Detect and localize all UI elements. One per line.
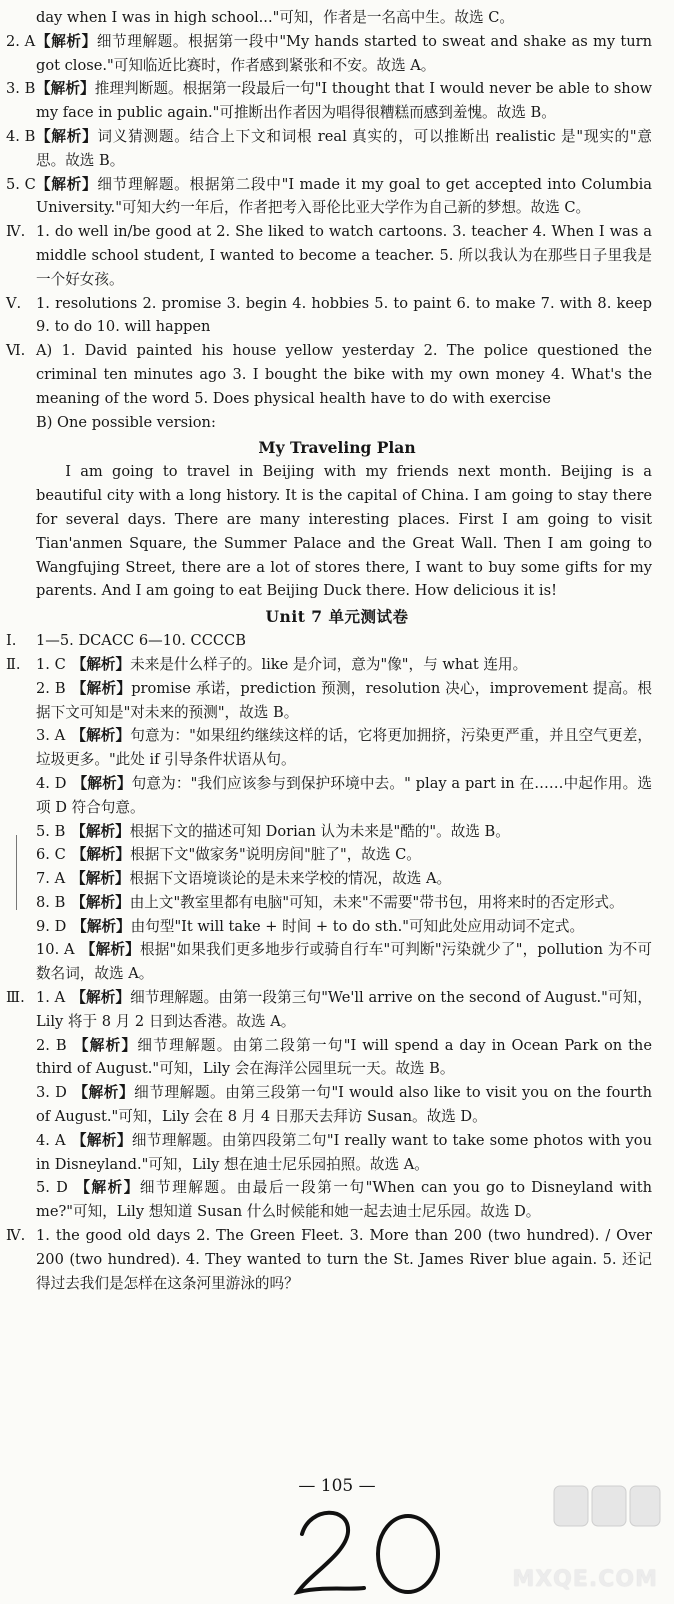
answer-number: 2. B [36,1036,67,1054]
analysis-tag: 【解析】 [71,870,130,888]
analysis-tag: 【解析】 [71,822,130,840]
answer-explanation: 细节理解题。由第三段第一句"I would also like to visit you on the fourth of August."可知，Lily 会在 8 月 4 日那天去拜访 Susan。故选 D。 [36,1084,652,1126]
analysis-tag: 【解析】 [71,727,131,745]
analysis-tag: 【解析】 [36,175,98,193]
section-iv-unit [0,1224,674,1295]
section-i [0,629,674,653]
section-number: Ⅳ. [6,223,26,241]
answer-item [0,772,674,820]
section-ii [0,653,674,986]
analysis-tag: 【解析】 [72,774,132,792]
answer-explanation: 由上文"教室里都有电脑"可知，未来"不需要"带书包，用将来时的否定形式。 [129,893,624,911]
answer-number: 10. A [36,941,75,959]
answer-number: 4. B [6,127,36,145]
essay-title: My Traveling Plan [258,438,416,458]
answer-explanation: promise 承诺，prediction 预测，resolution 决心，improvement 提高。根据下文可知是"对未来的预测"，故选 B。 [36,679,652,721]
analysis-tag: 【解析】 [36,80,95,98]
analysis-tag: 【解析】 [36,32,97,50]
analysis-tag: 【解析】 [72,1084,135,1102]
page-content [0,6,674,1295]
analysis-tag: 【解析】 [71,893,130,911]
watermark-text: MXQE.COM [512,1567,658,1592]
answer-explanation: 细节理解题。根据第二段中"I made it my goal to get accepted into Columbia University."可知大约一年后，作者把考入哥伦比亚大学作为自己新的梦想。故选 C。 [36,175,652,217]
answer-explanation: 细节理解题。根据第一段中"My hands started to sweat and shake as my turn got close."可知临近比赛时，作者感到紧张和不安。故选 A。 [36,32,652,74]
section-answers: 1—5. DCACC 6—10. CCCCB [36,632,246,650]
answer-number: 8. B [36,893,66,911]
analysis-tag: 【解析】 [71,679,132,697]
section-number: Ⅳ. [6,1227,26,1245]
analysis-tag: 【解析】 [71,989,131,1007]
analysis-tag: 【解析】 [72,917,131,935]
section-number: Ⅰ. [6,632,17,650]
analysis-tag: 【解析】 [71,655,131,673]
analysis-tag: 【解析】 [71,1131,132,1149]
answer-item [0,125,674,173]
section-answers: 1. do well in/be good at 2. She liked to watch cartoons. 3. teacher 4. When I was a middle school student, I wanted to become a teacher. 5. 所以我认为在那些日子里我是一个好女孩。 [36,223,652,288]
answer-item [0,30,674,78]
answer-explanation: 根据下文语境谈论的是未来学校的情况，故选 A。 [129,870,452,888]
section-number: Ⅲ. [6,989,25,1007]
answer-explanation: 细节理解题。由第四段第二句"I really want to take some photos with you in Disneyland."可知，Lily 想在迪士尼乐园拍照。故选 A。 [36,1131,652,1173]
answer-number: 7. A [36,870,66,888]
answer-explanation: 根据下文"做家务"说明房间"脏了"，故选 C。 [130,846,421,864]
answer-explanation: 未来是什么样子的。like 是介词，意为"像"，与 what 连用。 [130,655,528,673]
section-number: Ⅵ. [6,342,26,360]
answer-explanation: 句意为："我们应该参与到保护环境中去。" play a part in 在……中起作用。选项 D 符合句意。 [36,774,652,816]
answer-explanation: 由句型"It will take + 时间 + to do sth."可知此处应用动词不定式。 [130,917,585,935]
answer-number: 5. B [36,822,66,840]
answer-number: 3. B [6,80,36,98]
answer-number: 3. A [36,727,66,745]
section-iii [0,986,674,1224]
answer-number: 5. D [36,1179,68,1197]
answer-item [0,677,674,725]
answer-item [0,1081,674,1129]
section-answers: A) 1. David painted his house yellow yesterday 2. The police questioned the criminal ten minutes ago 3. I bought the bike with my own money 4. What's the meaning of the word 5. Does physical health have to do with exercise [36,342,652,407]
answer-item [0,173,674,221]
unit-title: Unit 7 单元测试卷 [265,607,409,627]
answer-item [0,986,674,1034]
answer-explanation: 细节理解题。由第二段第一句"I will spend a day in Ocean Park on the third of August."可知，Lily 会在海洋公园里玩一天。故选 B。 [36,1036,652,1078]
section-answers: 1. the good old days 2. The Green Fleet. 3. More than 200 (two hundred). / Over 200 (two hundred). 4. They wanted to turn the St. James River blue again. 5. 还记得过去我们是怎样在这条河里游泳的吗？ [36,1227,652,1292]
answer-number: 2. A [6,32,36,50]
essay-body: I am going to travel in Beijing with my friends next month. Beijing is a beautiful city with a long history. It is the capital of China. I am going to stay there for several days. There are many interesting places. First I am going to visit Tian'anmen Square, the Summer Palace and the Great Wall. Then I am going to Wangfujing Street, there are a lot of stores there, I want to buy some gifts for my parents. And I am going to eat Beijing Duck there. How delicious it is! [36,463,652,600]
answer-explanation: 细节理解题。由最后一段第一句"When can you go to Disneyland with me?"可知，Lily 想知道 Susan 什么时候能和她一起去迪士尼乐园。故选 D。 [36,1179,652,1221]
answer-item [0,77,674,125]
watermark-logo [546,1480,666,1570]
answer-number: 1. A [36,989,66,1007]
answer-explanation: 推理判断题。根据第一段最后一句"I thought that I would never be able to show my face in public again."可推断出作者因为唱得很糟糕而感到羞愧。故选 B。 [36,80,652,122]
answer-explanation: 根据"如果我们更多地步行或骑自行车"可判断"污染就少了"，pollution 为不可数名词，故选 A。 [36,941,652,983]
analysis-tag: 【解析】 [73,1179,140,1197]
answer-item [0,1129,674,1177]
answer-item [0,891,674,915]
answer-item [0,843,674,867]
answer-item [0,1034,674,1082]
line-continuation: day when I was in high school..."可知，作者是一名高中生。故选 C。 [36,9,515,26]
answer-explanation: 根据下文的描述可知 Dorian 认为未来是"酷的"。故选 B。 [129,822,510,840]
answer-item [0,867,674,891]
sample-version-label: B) One possible version: [36,413,216,431]
answer-number: 4. D [36,774,67,792]
margin-mark [16,835,17,910]
section-v [0,292,674,340]
answer-item [0,724,674,772]
section-iv [0,220,674,291]
answer-item [0,1176,674,1224]
handwritten-score [280,1494,460,1604]
answer-number: 5. C [6,175,36,193]
answer-number: 4. A [36,1131,66,1149]
analysis-tag: 【解析】 [80,941,140,959]
answer-item [0,938,674,986]
answer-number: 3. D [36,1084,67,1102]
answer-explanation: 句意为："如果纽约继续这样的话，它将更加拥挤，污染更严重，并且空气更差，垃圾更多。"此处 if 引导条件状语从句。 [36,727,652,769]
answer-number: 9. D [36,917,67,935]
answer-item [0,820,674,844]
answer-number: 1. C [36,655,66,673]
answer-item [0,653,674,677]
answer-explanation: 细节理解题。由第一段第三句"We'll arrive on the second of August."可知，Lily 将于 8 月 2 日到达香港。故选 A。 [36,989,652,1030]
analysis-tag: 【解析】 [36,127,98,145]
section-number: Ⅱ. [6,655,21,673]
answer-explanation: 词义猜测题。结合上下文和词根 real 真实的，可以推断出 realistic 是"现实的"意思。故选 B。 [36,127,652,169]
answer-number: 6. C [36,846,66,864]
analysis-tag: 【解析】 [72,1036,138,1054]
page-number: — 105 — [298,1476,376,1496]
handwritten-text: 20 [280,1494,282,1495]
answer-item [0,915,674,939]
section-answers: 1. resolutions 2. promise 3. begin 4. hobbies 5. to paint 6. to make 7. with 8. keep 9. to do 10. will happen [36,294,652,336]
section-vi [0,339,674,410]
answer-number: 2. B [36,679,66,697]
analysis-tag: 【解析】 [71,846,131,864]
section-number: Ⅴ. [6,294,22,312]
